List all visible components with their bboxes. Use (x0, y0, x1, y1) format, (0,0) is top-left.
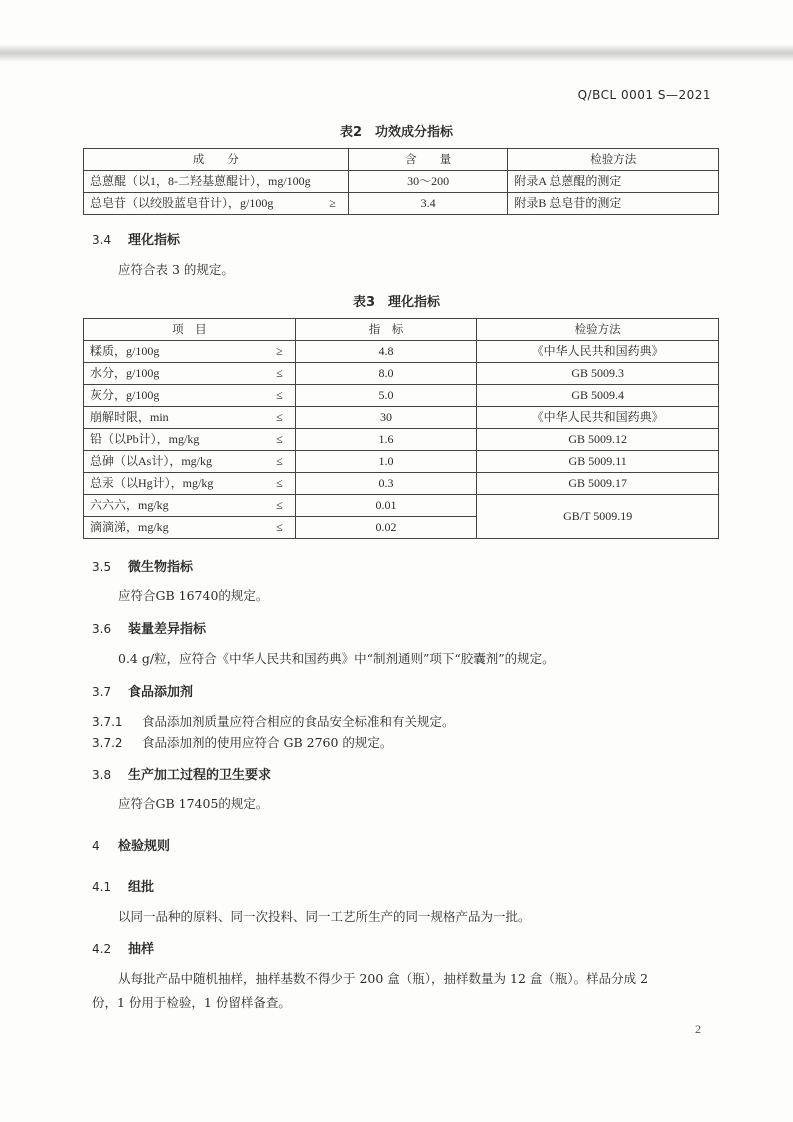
section-number: 3.4 (92, 233, 112, 247)
table3-item-text: 总砷（以As计），mg/kg (90, 454, 213, 468)
table3-value: 0.3 (295, 473, 477, 495)
table3-sym: ≤ (276, 498, 283, 512)
section-3-7-1 (92, 712, 455, 730)
table3-header-value: 指 标 (295, 319, 477, 341)
table3-item (84, 407, 296, 429)
table3-header-row (84, 319, 719, 341)
section-3-5-heading (92, 556, 193, 575)
section-title: 组批 (128, 880, 155, 895)
table3-item-text: 六六六，mg/kg (90, 498, 169, 512)
section-4-2-line2: 份，1 份用于检验，1 份留样备查。 (92, 995, 291, 1010)
table2-header-item: 成 分 (84, 149, 349, 171)
table2-item-text: 总蒽醌（以1，8-二羟基蒽醌计），mg/100g (90, 174, 311, 188)
table3-sym: ≤ (276, 520, 283, 534)
section-3-4-heading (92, 229, 180, 248)
table3-header-item: 项 目 (84, 319, 296, 341)
table3-item-text: 总汞（以Hg计），mg/kg (90, 476, 214, 490)
table2-value: 3.4 (348, 193, 508, 215)
table3-sym: ≤ (276, 432, 283, 446)
section-number: 3.8 (92, 768, 112, 782)
section-number: 4.2 (92, 942, 112, 956)
table2-caption: 表2 功效成分指标 (339, 125, 454, 140)
table2-method: 附录A 总蒽醌的测定 (508, 171, 719, 193)
table-row (84, 473, 719, 495)
section-title: 食品添加剂 (128, 685, 194, 700)
table3-value: 30 (295, 407, 477, 429)
table3-item (84, 451, 296, 473)
section-3-5-text: 应符合GB 16740的规定。 (118, 588, 269, 603)
table3-item-text: 灰分，g/100g (90, 388, 160, 402)
table3-method: GB 5009.17 (477, 473, 719, 495)
table-row (84, 451, 719, 473)
table3-method: GB 5009.11 (477, 451, 719, 473)
table3-item-text: 糅质，g/100g (90, 344, 160, 358)
table3-method: GB 5009.4 (477, 385, 719, 407)
subsection-text: 食品添加剂质量应符合相应的食品安全标准和有关规定。 (142, 714, 455, 729)
table3-sym: ≤ (276, 410, 283, 424)
standard-code: Q/BCL 0001 S—2021 (577, 88, 711, 102)
section-number: 4.1 (92, 880, 112, 894)
table3-caption: 表3 理化指标 (352, 295, 441, 310)
section-title: 生产加工过程的卫生要求 (128, 768, 272, 783)
page-number: 2 (695, 1022, 701, 1036)
table3-value: 5.0 (295, 385, 477, 407)
table3-sym: ≤ (276, 476, 283, 490)
table3-method: GB 5009.3 (477, 363, 719, 385)
table2-item (84, 193, 349, 215)
table3-value: 1.6 (295, 429, 477, 451)
section-title: 抽样 (128, 942, 155, 957)
subsection-number: 3.7.1 (92, 715, 123, 729)
section-3-6-heading (92, 618, 206, 637)
section-4-2-heading (92, 938, 154, 957)
section-title: 微生物指标 (128, 560, 194, 575)
table-row (84, 429, 719, 451)
section-4-2-line1: 从每批产品中随机抽样，抽样基数不得少于 200 盒（瓶），抽样数量为 12 盒（瓶）。样品分成 2 (118, 971, 649, 986)
subsection-number: 3.7.2 (92, 736, 123, 750)
table-row (84, 363, 719, 385)
section-3-7-2 (92, 733, 392, 751)
table3-item (84, 473, 296, 495)
table3-value: 0.01 (295, 495, 477, 517)
table3-sym: ≤ (276, 454, 283, 468)
section-3-8-text: 应符合GB 17405的规定。 (118, 796, 269, 811)
table3-item (84, 363, 296, 385)
table-row (84, 171, 719, 193)
table3-sym: ≥ (276, 344, 283, 358)
table-row (84, 407, 719, 429)
section-3-4-text: 应符合表 3 的规定。 (118, 262, 234, 277)
table3-value: 1.0 (295, 451, 477, 473)
table2-value: 30～200 (348, 171, 508, 193)
table3-value: 8.0 (295, 363, 477, 385)
section-3-7-heading (92, 681, 193, 700)
table3-value: 4.8 (295, 341, 477, 363)
section-number: 3.7 (92, 685, 112, 699)
table2-item (84, 171, 349, 193)
section-4-heading (92, 835, 170, 854)
section-number: 4 (92, 839, 100, 853)
table3-item-text: 崩解时限，min (90, 410, 169, 424)
table2-header-row (84, 149, 719, 171)
table3-merged-method: GB/T 5009.19 (477, 495, 719, 539)
table-row (84, 193, 719, 215)
table2-method: 附录B 总皂苷的测定 (508, 193, 719, 215)
table3-value: 0.02 (295, 517, 477, 539)
table2-item-text: 总皂苷（以绞股蓝皂苷计），g/100g (90, 196, 274, 210)
table3-sym: ≤ (276, 366, 283, 380)
table2-header-value: 含 量 (348, 149, 508, 171)
table3-item (84, 385, 296, 407)
table3-sym: ≤ (276, 388, 283, 402)
table2 (83, 148, 719, 215)
section-4-1-heading (92, 876, 154, 895)
table-row (84, 495, 719, 517)
table3-item-text: 水分，g/100g (90, 366, 160, 380)
table3 (83, 318, 719, 539)
table-row (84, 385, 719, 407)
table-row (84, 341, 719, 363)
table2-header-method: 检验方法 (508, 149, 719, 171)
section-title: 装量差异指标 (128, 622, 207, 637)
section-number: 3.5 (92, 560, 112, 574)
table3-item (84, 517, 296, 539)
subsection-text: 食品添加剂的使用应符合 GB 2760 的规定。 (142, 735, 393, 750)
scan-artifact-bar (0, 44, 793, 62)
section-number: 3.6 (92, 622, 112, 636)
table3-method: GB 5009.12 (477, 429, 719, 451)
table2-sym: ≥ (329, 196, 336, 210)
table3-item (84, 495, 296, 517)
table3-item-text: 滴滴涕，mg/kg (90, 520, 169, 534)
section-4-1-text: 以同一品种的原料、同一次投料、同一工艺所生产的同一规格产品为一批。 (118, 909, 531, 924)
section-title: 检验规则 (118, 839, 171, 854)
table3-item (84, 341, 296, 363)
section-3-6-text: 0.4 g/粒，应符合《中华人民共和国药典》中“制剂通则”项下“胶囊剂”的规定。 (118, 651, 555, 666)
table3-method: 《中华人民共和国药典》 (477, 407, 719, 429)
table3-header-method: 检验方法 (477, 319, 719, 341)
section-title: 理化指标 (128, 233, 181, 248)
table3-method: 《中华人民共和国药典》 (477, 341, 719, 363)
table3-item (84, 429, 296, 451)
section-3-8-heading (92, 764, 271, 783)
table3-item-text: 铅（以Pb计），mg/kg (90, 432, 200, 446)
